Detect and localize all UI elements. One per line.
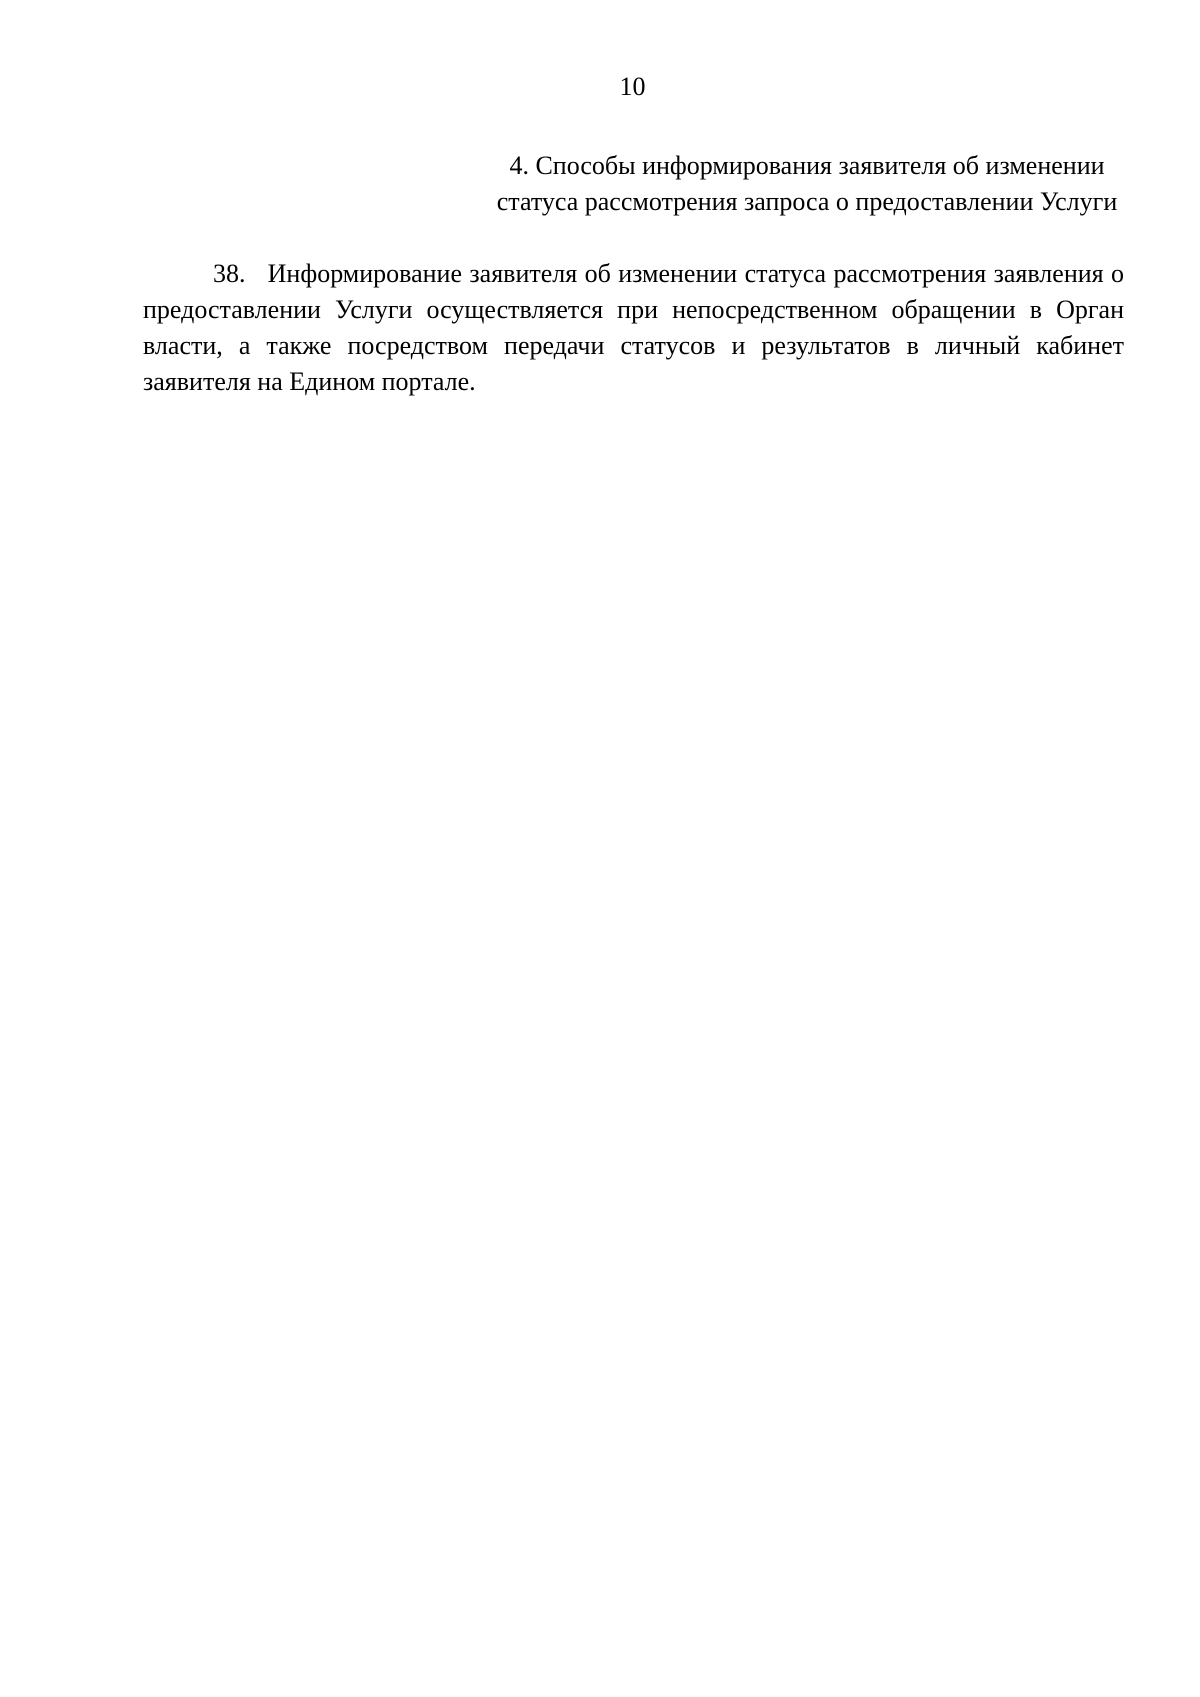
section-heading-line-1: 4. Способы информирования заявителя об изменении	[509, 151, 1105, 180]
page-number: 10	[619, 72, 646, 101]
paragraph-38: 38. Информирование заявителя об изменении статуса рассмотрения заявления о предоставлении Услуги осуществляется при непосредственном обращении в Орган власти, а также посредством передачи статусов и результатов в личный кабинет заявителя на Едином портале.	[143, 259, 1131, 396]
section-heading-line-2: статуса рассмотрения запроса о предоставлении Услуги	[496, 187, 1118, 216]
section-heading	[300, 148, 1200, 220]
